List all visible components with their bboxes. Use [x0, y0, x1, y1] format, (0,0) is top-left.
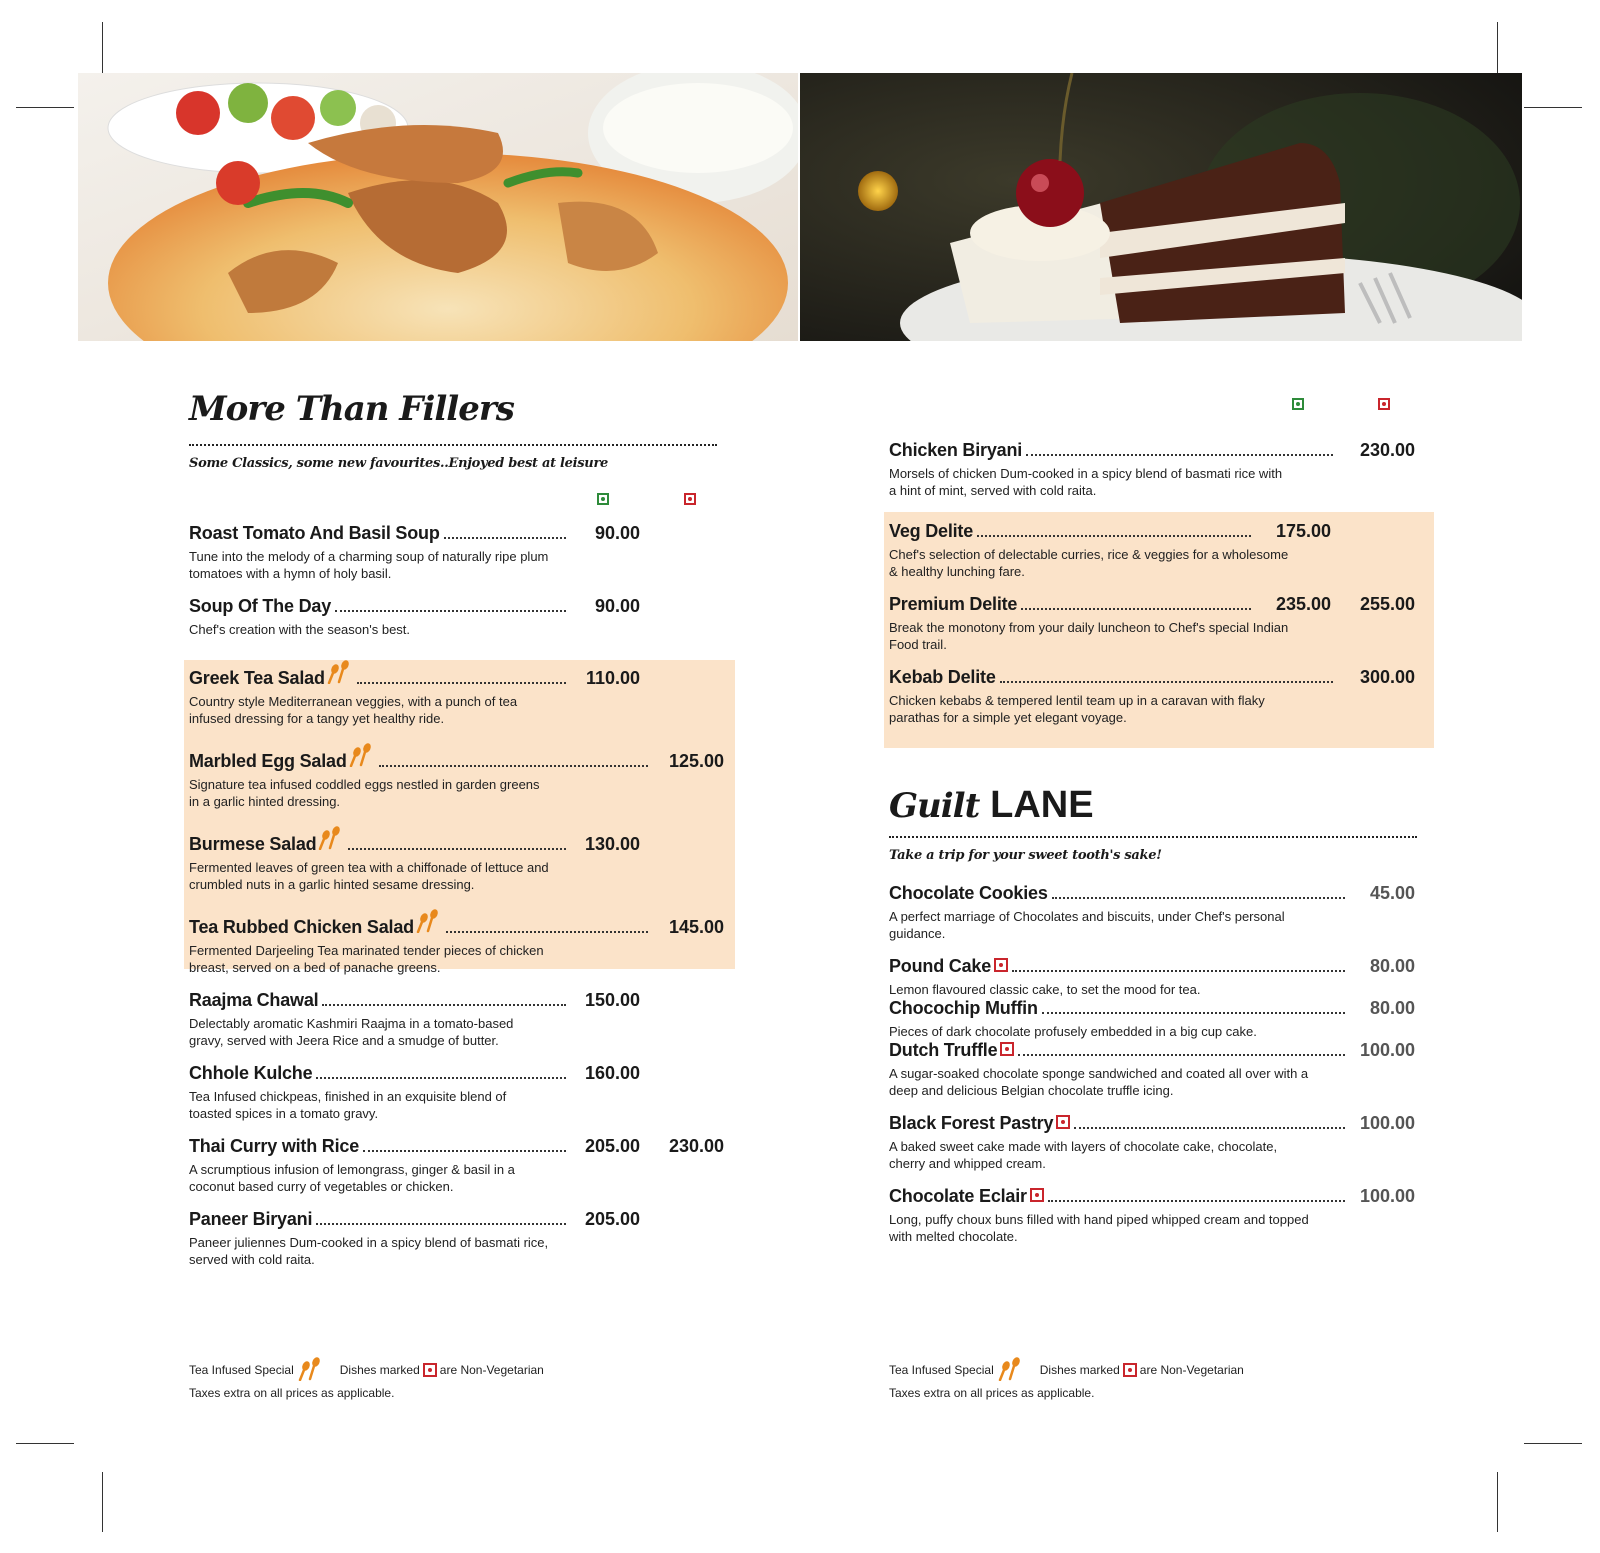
section-tagline: Take a trip for your sweet tooth's sake!	[889, 848, 1162, 863]
item-description: Tune into the melody of a charming soup of naturally ripe plum tomatoes with a hymn of holy basil.	[189, 549, 549, 581]
item-line	[189, 990, 724, 1011]
menu-item	[189, 741, 724, 810]
item-description: A sugar-soaked chocolate sponge sandwiched and coated all over with a deep and delicious Belgian chocolate truffle icing.	[889, 1066, 1309, 1098]
divider	[189, 444, 717, 446]
item-name: Raajma Chawal	[189, 990, 319, 1010]
item-name: Black Forest Pastry	[889, 1113, 1054, 1133]
item-name: Veg Delite	[889, 521, 974, 541]
item-line	[889, 956, 1415, 977]
item-price: 130.00	[584, 834, 640, 854]
menu-item	[189, 824, 724, 893]
item-line	[189, 741, 724, 772]
tea-special-label: Tea Infused Special	[189, 1363, 294, 1377]
item-name: Kebab Delite	[889, 667, 996, 687]
dot-leader	[444, 537, 566, 539]
non-veg-icon	[994, 958, 1008, 972]
non-veg-icon	[1030, 1188, 1044, 1202]
menu-item	[889, 1040, 1415, 1099]
crop-mark	[1524, 107, 1582, 108]
item-price: 255.00	[1359, 594, 1415, 614]
item-description: A perfect marriage of Chocolates and biscuits, under Chef's personal guidance.	[889, 909, 1285, 941]
section-tagline: Some Classics, some new favourites..Enjoyed best at leisure	[189, 456, 608, 471]
item-name: Marbled Egg Salad	[189, 751, 347, 771]
dot-leader	[1000, 681, 1333, 683]
item-line	[889, 440, 1415, 461]
item-price: 300.00	[1359, 667, 1415, 687]
item-name: Roast Tomato And Basil Soup	[189, 523, 440, 543]
item-price: 80.00	[1369, 998, 1415, 1018]
item-name: Tea Rubbed Chicken Salad	[189, 917, 414, 937]
nv-label-pre: Dishes marked	[339, 1363, 420, 1377]
nv-label-pre: Dishes marked	[1039, 1363, 1120, 1377]
item-line	[889, 998, 1415, 1019]
item-description: Chef's selection of delectable curries, rice & veggies for a wholesome & healthy lunching fare.	[889, 547, 1289, 579]
item-price: 235.00	[1275, 594, 1331, 614]
veg-icon	[1292, 398, 1304, 410]
tea-infused-icon	[327, 658, 353, 689]
item-price: 45.00	[1369, 883, 1415, 903]
item-line	[189, 1063, 724, 1084]
item-price: 100.00	[1359, 1113, 1415, 1133]
item-description: Country style Mediterranean veggies, with a punch of tea infused dressing for a tangy yet healthy ride.	[189, 694, 518, 726]
item-line	[189, 1209, 724, 1230]
dot-leader	[1074, 1127, 1345, 1129]
item-description: Tea Infused chickpeas, finished in an exquisite blend of toasted spices in a tomato gravy.	[189, 1089, 507, 1121]
dot-leader	[363, 1150, 566, 1152]
nv-label-post: are Non-Vegetarian	[439, 1363, 544, 1377]
item-name: Burmese Salad	[189, 834, 317, 854]
item-price: 90.00	[594, 596, 640, 616]
item-price: 90.00	[594, 523, 640, 543]
crop-mark	[16, 1443, 74, 1444]
menu-item	[889, 1113, 1415, 1172]
item-description: Lemon flavoured classic cake, to set the mood for tea.	[889, 982, 1201, 997]
dot-leader	[977, 535, 1251, 537]
dot-leader	[1021, 608, 1251, 610]
crop-mark	[102, 1472, 103, 1532]
item-name: Chocochip Muffin	[889, 998, 1038, 1018]
menu-item	[889, 594, 1415, 653]
taxes-note: Taxes extra on all prices as applicable.	[889, 1386, 1095, 1400]
non-veg-icon	[423, 1363, 437, 1377]
item-line	[189, 824, 724, 855]
title-caps: LANE	[990, 784, 1094, 826]
menu-item	[889, 956, 1415, 998]
menu-item	[189, 990, 724, 1049]
item-description: Long, puffy choux buns filled with hand piped whipped cream and topped with melted chocolate.	[889, 1212, 1309, 1244]
item-description: Fermented Darjeeling Tea marinated tender pieces of chicken breast, served on a bed of panache greens.	[189, 943, 544, 975]
item-price: 125.00	[668, 751, 724, 771]
item-price: 230.00	[1359, 440, 1415, 460]
item-line	[889, 1040, 1415, 1061]
item-name: Chhole Kulche	[189, 1063, 313, 1083]
section-title: More Than Fillers	[189, 389, 514, 429]
crop-mark	[16, 107, 74, 108]
menu-item	[189, 658, 724, 727]
footer-note	[889, 1355, 1244, 1401]
tea-infused-icon	[416, 907, 442, 938]
menu-item	[889, 667, 1415, 726]
item-line	[189, 658, 724, 689]
dot-leader	[335, 610, 566, 612]
dot-leader	[1042, 1012, 1345, 1014]
right-menu-list	[889, 440, 1415, 726]
item-name: Chocolate Eclair	[889, 1186, 1027, 1206]
dot-leader	[1026, 454, 1333, 456]
item-name: Chicken Biryani	[889, 440, 1023, 460]
tea-infused-icon	[349, 741, 375, 772]
item-line	[189, 523, 724, 544]
item-price: 150.00	[584, 990, 640, 1010]
title-script: Guilt	[889, 786, 980, 826]
non-veg-icon	[1378, 398, 1390, 410]
item-line	[189, 1136, 724, 1157]
left-menu-list	[189, 523, 724, 1268]
dot-leader	[357, 682, 566, 684]
item-name: Soup Of The Day	[189, 596, 332, 616]
item-line	[889, 594, 1415, 615]
item-price: 205.00	[584, 1136, 640, 1156]
item-line	[889, 1113, 1415, 1134]
item-price: 100.00	[1359, 1186, 1415, 1206]
item-line	[889, 667, 1415, 688]
item-price: 230.00	[668, 1136, 724, 1156]
item-description: Delectably aromatic Kashmiri Raajma in a tomato-based gravy, served with Jeera Rice and a smudge of butter.	[189, 1016, 514, 1048]
dot-leader	[316, 1223, 566, 1225]
item-description: Paneer juliennes Dum-cooked in a spicy blend of basmati rice, served with cold raita.	[189, 1235, 549, 1267]
cake-photo	[800, 73, 1522, 341]
nv-label-post: are Non-Vegetarian	[1139, 1363, 1244, 1377]
divider	[889, 836, 1417, 838]
menu-item	[889, 1186, 1415, 1245]
dot-leader	[1018, 1054, 1345, 1056]
item-description: Fermented leaves of green tea with a chiffonade of lettuce and crumbled nuts in a garlic hinted sesame dressing.	[189, 860, 549, 892]
item-description: Pieces of dark chocolate profusely embedded in a big cup cake.	[889, 1024, 1257, 1039]
item-name: Chocolate Cookies	[889, 883, 1048, 903]
section-title	[889, 786, 1417, 824]
item-line	[889, 883, 1415, 904]
menu-item	[189, 596, 724, 638]
item-name: Dutch Truffle	[889, 1040, 998, 1060]
item-price: 145.00	[668, 917, 724, 937]
item-line	[189, 596, 724, 617]
tea-infused-icon	[998, 1355, 1024, 1385]
non-veg-icon	[684, 493, 696, 505]
item-description: Morsels of chicken Dum-cooked in a spicy blend of basmati rice with a hint of mint, served with cold raita.	[889, 466, 1283, 498]
item-name: Thai Curry with Rice	[189, 1136, 360, 1156]
dot-leader	[348, 848, 566, 850]
menu-item	[189, 907, 724, 976]
item-line	[189, 907, 724, 938]
biryani-photo	[78, 73, 798, 341]
dot-leader	[446, 931, 648, 933]
item-name: Paneer Biryani	[189, 1209, 313, 1229]
guilt-lane-header	[889, 786, 1417, 863]
non-veg-icon	[1123, 1363, 1137, 1377]
item-description: Break the monotony from your daily luncheon to Chef's special Indian Food trail.	[889, 620, 1289, 652]
item-description: Chef's creation with the season's best.	[189, 622, 411, 637]
price-legend	[189, 489, 734, 511]
item-price: 100.00	[1359, 1040, 1415, 1060]
crop-mark	[1497, 22, 1498, 78]
veg-icon	[597, 493, 609, 505]
item-description: A scrumptious infusion of lemongrass, ginger & basil in a coconut based curry of vegetables or chicken.	[189, 1162, 515, 1194]
left-column	[189, 389, 734, 511]
item-name: Pound Cake	[889, 956, 992, 976]
dot-leader	[1012, 970, 1345, 972]
item-price: 160.00	[584, 1063, 640, 1083]
item-price: 80.00	[1369, 956, 1415, 976]
menu-item	[889, 521, 1415, 580]
dessert-list	[889, 883, 1415, 1245]
non-veg-icon	[1000, 1042, 1014, 1056]
item-line	[889, 521, 1415, 542]
dot-leader	[379, 765, 648, 767]
menu-item	[189, 523, 724, 582]
item-description: Chicken kebabs & tempered lentil team up in a caravan with flaky parathas for a simple yet elegant voyage.	[889, 693, 1265, 725]
tea-infused-icon	[298, 1355, 324, 1385]
item-name: Greek Tea Salad	[189, 668, 325, 688]
menu-item	[189, 1209, 724, 1268]
non-veg-icon	[1056, 1115, 1070, 1129]
menu-item	[889, 883, 1415, 942]
dot-leader	[1052, 897, 1345, 899]
tea-special-label: Tea Infused Special	[889, 1363, 994, 1377]
menu-item	[889, 440, 1415, 499]
price-legend	[889, 398, 1419, 420]
dot-leader	[322, 1004, 566, 1006]
item-name: Premium Delite	[889, 594, 1018, 614]
item-description: Signature tea infused coddled eggs nestled in garden greens in a garlic hinted dressing.	[189, 777, 540, 809]
taxes-note: Taxes extra on all prices as applicable.	[189, 1386, 395, 1400]
crop-mark	[1497, 1472, 1498, 1532]
dot-leader	[1048, 1200, 1345, 1202]
item-price: 205.00	[584, 1209, 640, 1229]
tea-infused-icon	[318, 824, 344, 855]
item-line	[889, 1186, 1415, 1207]
item-description: A baked sweet cake made with layers of chocolate cake, chocolate, cherry and whipped cream.	[889, 1139, 1278, 1171]
crop-mark	[1524, 1443, 1582, 1444]
item-price: 110.00	[585, 668, 640, 688]
menu-item	[189, 1136, 724, 1195]
dot-leader	[316, 1077, 566, 1079]
menu-item	[189, 1063, 724, 1122]
footer-note	[189, 1355, 544, 1401]
crop-mark	[102, 22, 103, 78]
item-price: 175.00	[1275, 521, 1331, 541]
menu-item	[889, 998, 1415, 1040]
